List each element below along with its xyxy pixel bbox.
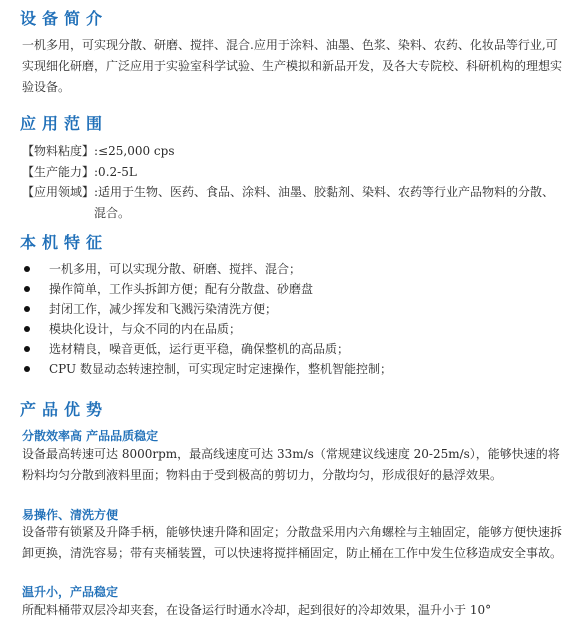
feature-list: [22, 259, 562, 379]
bullet-icon: [24, 326, 30, 332]
spec-label: 【生产能力】: [22, 165, 95, 179]
list-item: 一机多用，可以实现分散、研磨、搅拌、混合；: [22, 259, 562, 279]
advantage-subtitle-operation: 易操作、清洗方便: [22, 508, 119, 522]
advantage-text-operation: 设备带有锁紧及升降手柄，能够快速升降和固定；分散盘采用内六角螺栓与主轴固定，能够方便快速拆卸更换，清洗容易；带有夹桶装置，可以快速将搅拌桶固定，防止桶在工作中发生位移造成安全事故。: [22, 525, 563, 560]
list-item: CPU 数显动态转速控制，可实现定时定速操作，整机智能控制；: [22, 359, 562, 379]
list-item: 封闭工作，减少挥发和飞溅污染清洗方便；: [22, 299, 562, 319]
intro-paragraph: 一机多用，可实现分散、研磨、搅拌、混合.应用于涂料、油墨、色浆、染料、农药、化妆品等行业,可实现细化研磨，广泛应用于实验室科学试验、生产模拟和新品开发，及各大专院校、科研机构的理想实验设备。: [22, 38, 563, 94]
spec-row-capacity: [22, 162, 562, 183]
spec-label: 【物料粘度】: [22, 144, 95, 158]
spec-value: :≤25,000 cps: [94, 144, 175, 158]
advantage-text-temperature: 所配料桶带双层冷却夹套，在设备运行时通水冷却，起到很好的冷却效果，温升小于 10°: [22, 603, 492, 617]
spec-row-field: [22, 182, 562, 224]
advantage-text-efficiency: 设备最高转速可达 8000rpm，最高线速度可达 33m/s（常规建议线速度 20-25m/s），能够快速的将粉料均匀分散到液料里面；物料由于受到极高的剪切力，分散均匀，形成很好的悬浮效果。: [22, 447, 560, 482]
bullet-icon: [24, 346, 30, 352]
bullet-icon: [24, 286, 30, 292]
spec-label: 【应用领域】: [22, 185, 95, 199]
bullet-icon: [24, 366, 30, 372]
spec-value: :0.2-5L: [94, 165, 137, 179]
spec-value: :适用于生物、医药、食品、涂料、油墨、胶黏剂、染料、农药等行业产品物料的分散、混合。: [94, 185, 555, 220]
section-title-application: 应用范围: [20, 114, 109, 133]
section-title-advantages: 产品优势: [20, 400, 109, 419]
list-item: 操作简单，工作头拆卸方便；配有分散盘、砂磨盘: [22, 279, 562, 299]
section-title-intro: 设备简介: [20, 9, 109, 28]
bullet-icon: [24, 266, 30, 272]
advantage-subtitle-temperature: 温升小，产品稳定: [22, 585, 119, 599]
bullet-icon: [24, 306, 30, 312]
advantage-subtitle-efficiency: 分散效率高 产品品质稳定: [22, 429, 159, 443]
list-item: 模块化设计，与众不同的内在品质；: [22, 319, 562, 339]
spec-row-viscosity: [22, 141, 562, 162]
section-title-features: 本机特征: [20, 233, 109, 252]
list-item: 选材精良，噪音更低，运行更平稳，确保整机的高品质；: [22, 339, 562, 359]
